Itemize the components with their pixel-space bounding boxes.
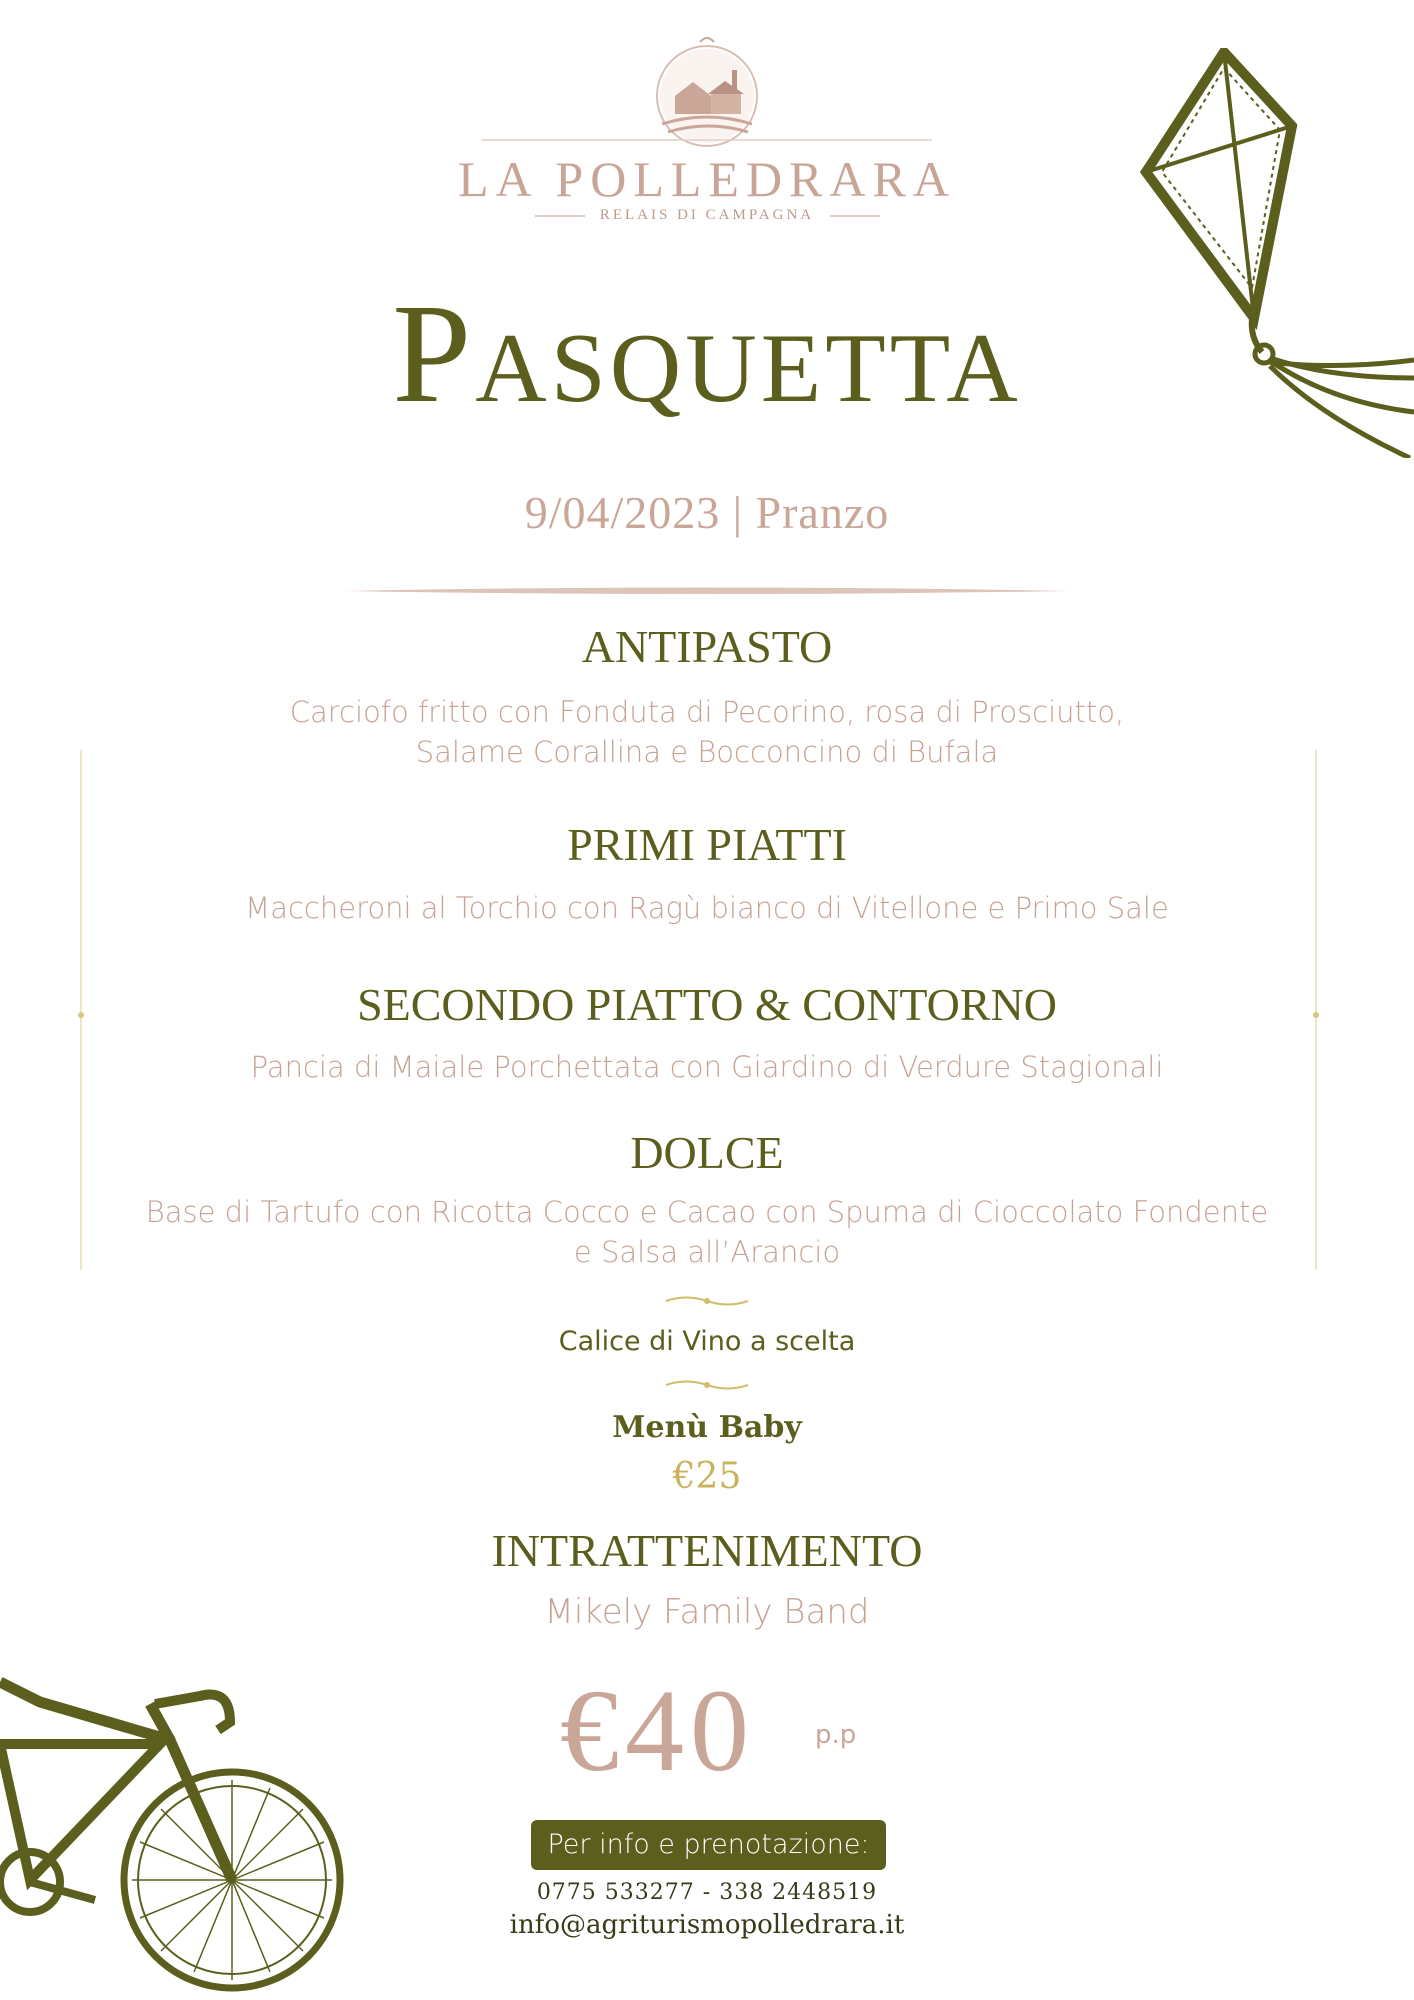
dolce-title: DOLCE [630, 1127, 784, 1178]
secondo-title: SECONDO PIATTO & CONTORNO [357, 979, 1057, 1030]
antipasto-title: ANTIPASTO [581, 621, 833, 672]
bicycle-icon [0, 1660, 360, 2000]
entertainment-title: INTRATTENIMENTO [491, 1525, 923, 1576]
baby-menu-label: Menù Baby [612, 1410, 802, 1445]
wine-note: Calice di Vino a scelta [558, 1326, 856, 1357]
baby-menu-price: €25 [672, 1456, 742, 1497]
primi-title: PRIMI PIATTI [567, 819, 847, 870]
price-unit: p.p [815, 1720, 857, 1750]
secondo-line-1: Pancia di Maiale Porchettata con Giardino di Verdure Stagionali [250, 1050, 1164, 1084]
info-badge: Per info e prenotazione: [531, 1820, 886, 1870]
event-date: 9/04/2023 | Pranzo [524, 487, 890, 538]
antipasto-line-1: Carciofo fritto con Fonduta di Pecorino, rosa di Prosciutto, [289, 695, 1125, 729]
primi-line-1: Maccheroni al Torchio con Ragù bianco di Vitellone e Primo Sale [245, 891, 1169, 925]
brand-subtitle: RELAIS DI CAMPAGNA [599, 207, 815, 223]
flourish-divider [664, 1294, 750, 1308]
dolce-line-2: e Salsa all’Arancio [573, 1235, 841, 1269]
antipasto-line-2: Salame Corallina e Bocconcino di Bufala [415, 735, 999, 769]
phone-numbers[interactable]: 0775 533277 - 338 2448519 [536, 1880, 878, 1905]
entertainment-text: Mikely Family Band [544, 1592, 870, 1632]
email-link[interactable]: info@agriturismopolledrara.it [509, 1910, 905, 1940]
price-amount: €40 [560, 1665, 755, 1796]
brush-divider [340, 584, 1074, 598]
dolce-line-1: Base di Tartufo con Ricotta Cocco e Cacao con Spuma di Cioccolato Fondente [145, 1195, 1269, 1229]
flourish-divider [664, 1378, 750, 1392]
event-title: Pasquetta [392, 274, 1022, 432]
brand-name: LA POLLEDRARA [458, 151, 956, 207]
